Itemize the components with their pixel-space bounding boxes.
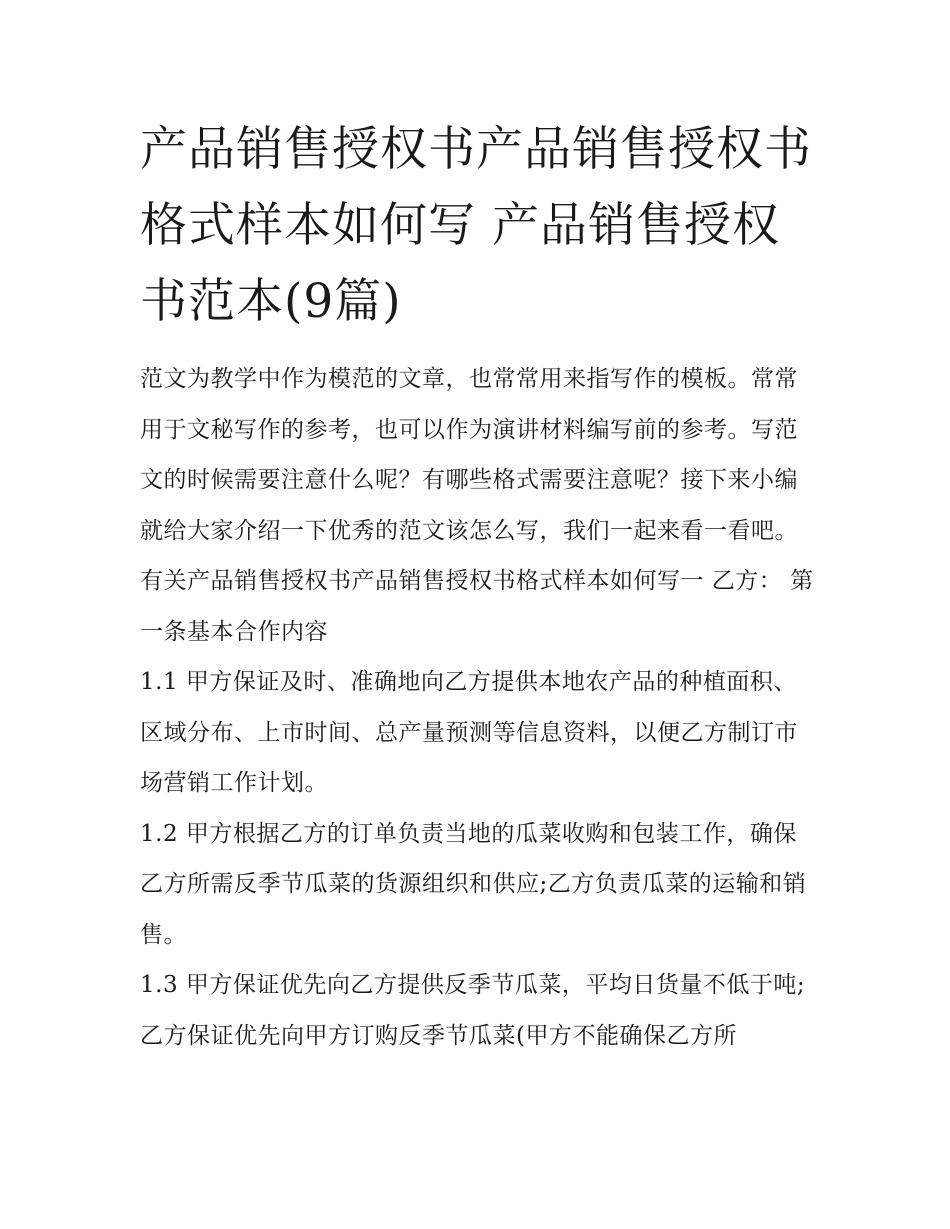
clause-1-3: 1.3 甲方保证优先向乙方提供反季节瓜菜，平均日货量不低于吨;乙方保证优先向甲方订购反季节瓜菜(甲方不能确保乙方所	[140, 972, 806, 1049]
document-page	[140, 112, 820, 1061]
clause-1-2: 1.2 甲方根据乙方的订单负责当地的瓜菜收购和包装工作，确保乙方所需反季节瓜菜的货源组织和供应;乙方负责瓜菜的运输和销售。	[140, 820, 807, 948]
section-heading-paragraph: 有关产品销售授权书产品销售授权书格式样本如何写一 乙方： 第一条基本合作内容	[140, 568, 814, 645]
intro-paragraph: 范文为教学中作为模范的文章，也常常用来指写作的模板。常常用于文秘写作的参考，也可以作为演讲材料编写前的参考。写范文的时候需要注意什么呢？有哪些格式需要注意呢？接下来小编就给大家介绍一下优秀的范文该怎么写，我们一起来看一看吧。	[140, 366, 798, 544]
clause-1-1: 1.1 甲方保证及时、准确地向乙方提供本地农产品的种植面积、区域分布、上市时间、总产量预测等信息资料，以便乙方制订市场营销工作计划。	[140, 669, 798, 796]
document-title: 产品销售授权书产品销售授权书格式样本如何写 产品销售授权书范本(9篇)	[140, 122, 812, 329]
